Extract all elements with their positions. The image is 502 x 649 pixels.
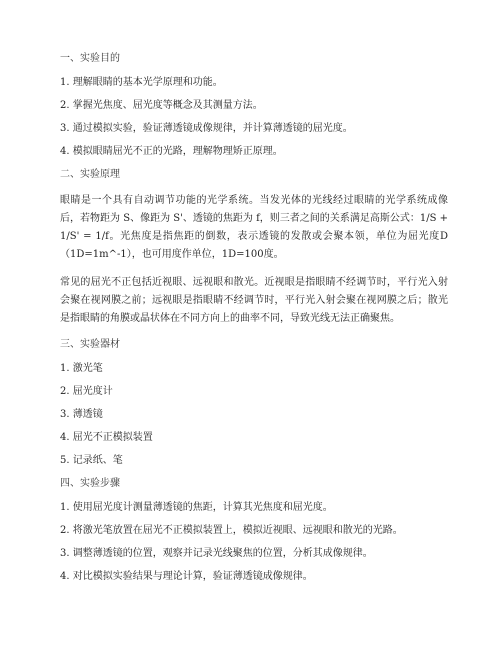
section-equipment [60,338,448,468]
list-item: 3. 调整薄透镜的位置，观察并记录光线聚焦的位置，分析其成像规律。 [60,548,373,559]
list-item: 1. 理解眼睛的基本光学原理和功能。 [60,77,223,88]
paragraph: 眼睛是一个具有自动调节功能的光学系统。当发光体的光线经过眼睛的光学系统成像后，若物距为 S、像距为 S'、透镜的焦距为 f，则三者之间的关系满足高斯公式：1/S + 1/S' = 1/f。光焦度是指焦距的倒数，表示透镜的发散或会聚本领，单位为屈光度D（1D=1m^-1），也可用度作单位，1D=100度。 [60,195,448,260]
list-item: 4. 对比模拟实验结果与理论计算，验证薄透镜成像规律。 [60,571,313,582]
section-heading: 四、实验步骤 [60,478,120,489]
list-item: 4. 屈光不正模拟装置 [60,432,153,443]
list-item: 2. 掌握光焦度、屈光度等概念及其测量方法。 [60,100,263,111]
list-item: 5. 记录纸、笔 [60,455,123,466]
section-heading: 一、实验目的 [60,53,120,64]
list-item: 4. 模拟眼睛屈光不正的光路，理解物理矫正原理。 [60,146,283,157]
list-item: 3. 通过模拟实验，验证薄透镜成像规律，并计算薄透镜的屈光度。 [60,123,353,134]
list-item: 3. 薄透镜 [60,409,103,420]
section-heading: 三、实验器材 [60,339,120,350]
section-procedure [60,477,448,584]
paragraph: 常见的屈光不正包括近视眼、远视眼和散光。近视眼是指眼睛不经调节时，平行光入射会聚在视网膜之前；远视眼是指眼睛不经调节时，平行光入射会聚在视网膜之后；散光是指眼睛的角膜或晶状体在不同方向上的曲率不同，导致光线无法正确聚焦。 [60,277,448,324]
section-principle [60,168,448,328]
list-item: 1. 使用屈光度计测量薄透镜的焦距，计算其光焦度和屈光度。 [60,502,333,513]
document-body [60,52,448,593]
list-item: 1. 激光笔 [60,363,103,374]
section-heading: 二、实验原理 [60,169,120,180]
list-item: 2. 屈光度计 [60,386,113,397]
list-item: 2. 将激光笔放置在屈光不正模拟装置上，模拟近视眼、远视眼和散光的光路。 [60,525,403,536]
section-objectives [60,52,448,159]
